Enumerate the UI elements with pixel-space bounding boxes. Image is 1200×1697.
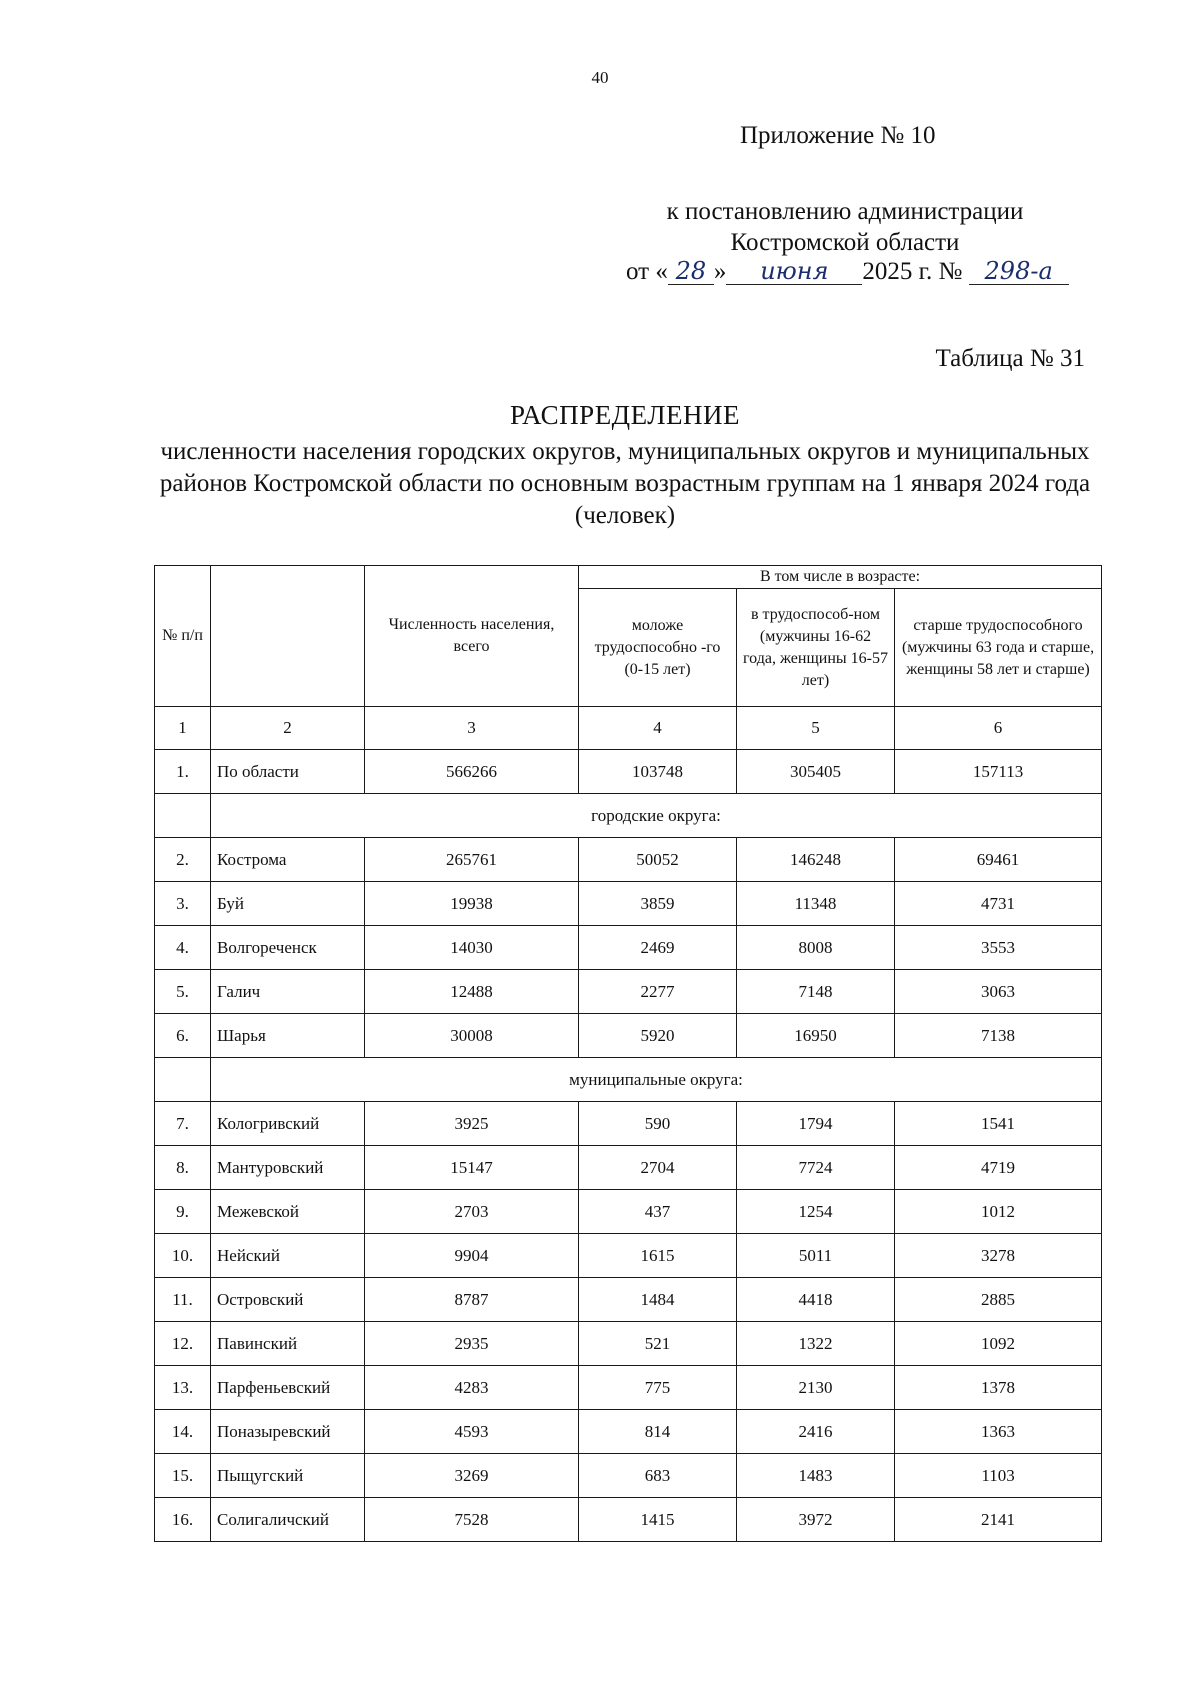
- decree-line-1: к постановлению администрации: [666, 198, 1024, 225]
- row-working: 3972: [737, 1498, 895, 1542]
- column-number: 2: [211, 707, 365, 750]
- row-working: 1254: [737, 1190, 895, 1234]
- row-num: 13.: [155, 1366, 211, 1410]
- row-name: Пыщугский: [211, 1454, 365, 1498]
- row-under: 775: [579, 1366, 737, 1410]
- table-row: [155, 1278, 1102, 1322]
- row-under: 1615: [579, 1234, 737, 1278]
- date-prefix: от «: [626, 258, 668, 285]
- table-row: [155, 882, 1102, 926]
- row-name: Поназыревский: [211, 1410, 365, 1454]
- section-spacer: [155, 794, 211, 838]
- row-num: 6.: [155, 1014, 211, 1058]
- row-over: 1092: [895, 1322, 1102, 1366]
- row-total: 3269: [365, 1454, 579, 1498]
- row-working: 305405: [737, 750, 895, 794]
- handwritten-number: 298-а: [969, 258, 1069, 285]
- row-working: 11348: [737, 882, 895, 926]
- handwritten-month: июня: [726, 258, 862, 285]
- row-under: 50052: [579, 838, 737, 882]
- row-num: 4.: [155, 926, 211, 970]
- column-number: 5: [737, 707, 895, 750]
- row-num: 12.: [155, 1322, 211, 1366]
- row-working: 16950: [737, 1014, 895, 1058]
- row-working: 7724: [737, 1146, 895, 1190]
- row-name: Межевской: [211, 1190, 365, 1234]
- column-number: 4: [579, 707, 737, 750]
- row-num: 14.: [155, 1410, 211, 1454]
- row-working: 1483: [737, 1454, 895, 1498]
- row-num: 2.: [155, 838, 211, 882]
- table-row: [155, 926, 1102, 970]
- row-over: 3278: [895, 1234, 1102, 1278]
- section-spacer: [155, 1058, 211, 1102]
- row-under: 521: [579, 1322, 737, 1366]
- section-row-urban: [155, 794, 1102, 838]
- population-table: [154, 565, 1102, 1542]
- row-name: Нейский: [211, 1234, 365, 1278]
- row-under: 2469: [579, 926, 737, 970]
- decree-reference: [600, 196, 1090, 258]
- row-over: 1103: [895, 1454, 1102, 1498]
- row-under: 1415: [579, 1498, 737, 1542]
- row-num: 7.: [155, 1102, 211, 1146]
- row-name: Мантуровский: [211, 1146, 365, 1190]
- row-over: 1541: [895, 1102, 1102, 1146]
- header-working-age: в трудоспособ-ном (мужчины 16-62 года, женщины 16-57 лет): [737, 589, 895, 707]
- table-row: [155, 1410, 1102, 1454]
- row-name: Островский: [211, 1278, 365, 1322]
- row-working: 1322: [737, 1322, 895, 1366]
- row-under: 814: [579, 1410, 737, 1454]
- row-name: Галич: [211, 970, 365, 1014]
- date-mid: »: [713, 258, 727, 285]
- row-over: 4719: [895, 1146, 1102, 1190]
- header-name: [211, 566, 365, 707]
- table-row: [155, 1190, 1102, 1234]
- row-over: 2885: [895, 1278, 1102, 1322]
- row-num: 11.: [155, 1278, 211, 1322]
- row-over: 3063: [895, 970, 1102, 1014]
- table-row: [155, 1234, 1102, 1278]
- row-under: 3859: [579, 882, 737, 926]
- row-total: 14030: [365, 926, 579, 970]
- row-working: 146248: [737, 838, 895, 882]
- row-under: 1484: [579, 1278, 737, 1322]
- row-over: 2141: [895, 1498, 1102, 1542]
- row-name: По области: [211, 750, 365, 794]
- section-label-municipal: муниципальные округа:: [211, 1058, 1102, 1102]
- row-working: 4418: [737, 1278, 895, 1322]
- page-number: 40: [591, 68, 609, 87]
- row-name: Солигаличский: [211, 1498, 365, 1542]
- row-working: 5011: [737, 1234, 895, 1278]
- header-over-working-age: старше трудоспособного (мужчины 63 года и старше, женщины 58 лет и старше): [895, 589, 1102, 707]
- row-num: 8.: [155, 1146, 211, 1190]
- table-row: [155, 1366, 1102, 1410]
- document-subtitle: численности населения городских округов, муниципальных округов и муниципальных районов Костромской области по основным возрастным группам на 1 января 2024 года (человек): [159, 438, 1091, 529]
- row-over: 7138: [895, 1014, 1102, 1058]
- row-num: 9.: [155, 1190, 211, 1234]
- section-row-municipal: [155, 1058, 1102, 1102]
- row-name: Павинский: [211, 1322, 365, 1366]
- header-total: Численность населения, всего: [365, 566, 579, 707]
- handwritten-day: 28: [668, 258, 714, 285]
- table-header-row: [155, 566, 1102, 589]
- date-year: 2025 г. №: [862, 258, 963, 285]
- row-over: 69461: [895, 838, 1102, 882]
- annex-title: Приложение № 10: [740, 122, 936, 149]
- row-total: 19938: [365, 882, 579, 926]
- row-name: Шарья: [211, 1014, 365, 1058]
- table-row: [155, 1322, 1102, 1366]
- table-row: [155, 838, 1102, 882]
- row-under: 2277: [579, 970, 737, 1014]
- row-name: Кострома: [211, 838, 365, 882]
- row-over: 3553: [895, 926, 1102, 970]
- row-total: 4283: [365, 1366, 579, 1410]
- row-name: Буй: [211, 882, 365, 926]
- row-total: 566266: [365, 750, 579, 794]
- table-row: [155, 970, 1102, 1014]
- municipal-rows: [155, 1102, 1102, 1542]
- table-row: [155, 1146, 1102, 1190]
- row-total: 12488: [365, 970, 579, 1014]
- decree-date-line: [626, 258, 1069, 286]
- header-under-working-age: моложе трудоспособно -го (0-15 лет): [579, 589, 737, 707]
- decree-line-2: Костромской области: [730, 229, 960, 256]
- row-total: 15147: [365, 1146, 579, 1190]
- row-total: 265761: [365, 838, 579, 882]
- row-under: 683: [579, 1454, 737, 1498]
- section-label-urban: городские округа:: [211, 794, 1102, 838]
- row-total: 2703: [365, 1190, 579, 1234]
- row-total: 3925: [365, 1102, 579, 1146]
- urban-rows: [155, 838, 1102, 1058]
- row-under: 2704: [579, 1146, 737, 1190]
- row-name: Волгореченск: [211, 926, 365, 970]
- table-row: [155, 1102, 1102, 1146]
- row-total: 8787: [365, 1278, 579, 1322]
- row-over: 1363: [895, 1410, 1102, 1454]
- row-total: 30008: [365, 1014, 579, 1058]
- row-over: 4731: [895, 882, 1102, 926]
- row-working: 2416: [737, 1410, 895, 1454]
- row-over: 1378: [895, 1366, 1102, 1410]
- document-title: РАСПРЕДЕЛЕНИЕ: [509, 400, 741, 430]
- row-under: 437: [579, 1190, 737, 1234]
- table-row: [155, 1498, 1102, 1542]
- table-row: [155, 1014, 1102, 1058]
- column-number: 1: [155, 707, 211, 750]
- row-num: 1.: [155, 750, 211, 794]
- row-working: 8008: [737, 926, 895, 970]
- row-working: 7148: [737, 970, 895, 1014]
- row-over: 157113: [895, 750, 1102, 794]
- column-number: 6: [895, 707, 1102, 750]
- row-name: Кологривский: [211, 1102, 365, 1146]
- table-number: Таблица № 31: [935, 345, 1085, 372]
- table-row: [155, 1454, 1102, 1498]
- row-under: 103748: [579, 750, 737, 794]
- row-total: 2935: [365, 1322, 579, 1366]
- row-num: 10.: [155, 1234, 211, 1278]
- row-name: Парфеньевский: [211, 1366, 365, 1410]
- row-under: 590: [579, 1102, 737, 1146]
- row-under: 5920: [579, 1014, 737, 1058]
- row-num: 5.: [155, 970, 211, 1014]
- header-age-group: В том числе в возрасте:: [579, 566, 1102, 589]
- column-number: 3: [365, 707, 579, 750]
- column-numbers-row: [155, 707, 1102, 750]
- table-row-total: [155, 750, 1102, 794]
- row-over: 1012: [895, 1190, 1102, 1234]
- row-working: 2130: [737, 1366, 895, 1410]
- row-num: 3.: [155, 882, 211, 926]
- row-num: 15.: [155, 1454, 211, 1498]
- row-total: 4593: [365, 1410, 579, 1454]
- row-working: 1794: [737, 1102, 895, 1146]
- row-total: 9904: [365, 1234, 579, 1278]
- row-num: 16.: [155, 1498, 211, 1542]
- header-num: № п/п: [155, 566, 211, 707]
- row-total: 7528: [365, 1498, 579, 1542]
